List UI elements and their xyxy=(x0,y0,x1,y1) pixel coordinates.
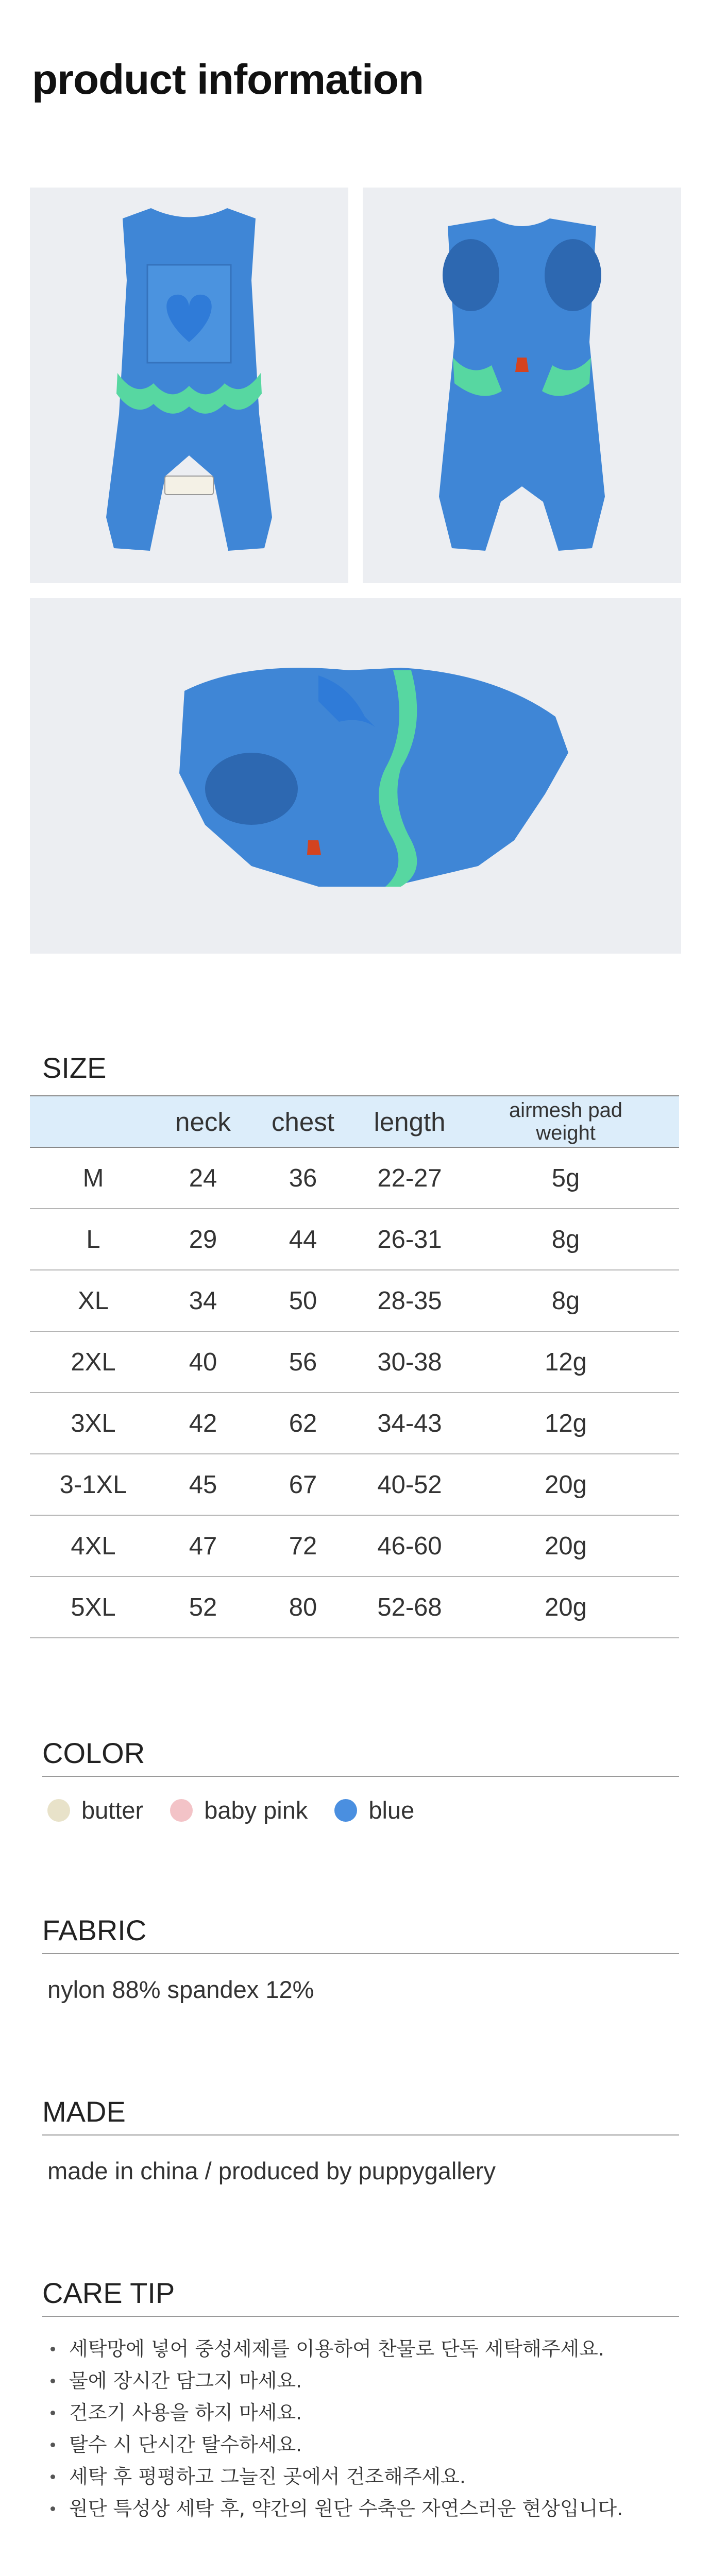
product-photo-side xyxy=(30,598,681,954)
pad-weight-cell: 5g xyxy=(551,1164,580,1192)
size-row-4xl xyxy=(30,1516,679,1577)
length-cell: 34-43 xyxy=(377,1409,442,1437)
pad-weight-cell: 12g xyxy=(545,1409,587,1437)
care-tip-item-line: 건조기 사용을 하지 마세요. xyxy=(69,2401,302,2424)
care-tip-item xyxy=(47,2493,623,2524)
made-divider xyxy=(42,2134,679,2136)
pad-weight-cell: 8g xyxy=(551,1225,580,1253)
size-cell: 4XL xyxy=(71,1532,116,1560)
size-cell: 3-1XL xyxy=(59,1470,127,1499)
size-row-xl xyxy=(30,1270,679,1332)
color-label: baby pink xyxy=(204,1797,308,1824)
chest-cell: 44 xyxy=(289,1225,317,1253)
care-tip-item xyxy=(47,2461,623,2493)
fabric-divider xyxy=(42,1953,679,1954)
care-tip-item-line: 원단 특성상 세탁 후, 약간의 원단 수축은 자연스러운 현상입니다. xyxy=(69,2497,623,2520)
neck-cell: 29 xyxy=(189,1225,217,1253)
care-divider xyxy=(42,2316,679,2317)
length-cell: 46-60 xyxy=(377,1532,442,1560)
care-tip-item xyxy=(47,2429,623,2461)
pad-weight-cell: 20g xyxy=(545,1593,587,1621)
chest-cell: 72 xyxy=(289,1532,317,1560)
pad-weight-cell: 12g xyxy=(545,1348,587,1376)
size-cell: 3XL xyxy=(71,1409,116,1437)
pad-weight-cell: 8g xyxy=(551,1286,580,1315)
pad-weight-cell: 20g xyxy=(545,1532,587,1560)
size-cell: XL xyxy=(78,1286,109,1315)
size-row-m xyxy=(30,1148,679,1209)
neck-cell: 45 xyxy=(189,1470,217,1499)
care-tip-item xyxy=(47,2397,623,2429)
chest-cell: 56 xyxy=(289,1348,317,1376)
product-photo-back xyxy=(363,188,681,583)
color-options xyxy=(47,1796,441,1824)
size-cell: 2XL xyxy=(71,1348,116,1376)
chest-cell: 36 xyxy=(289,1164,317,1192)
color-option-butter xyxy=(47,1796,143,1824)
care-tip-item-line: 세탁망에 넣어 중성세제를 이용하여 찬물로 단독 세탁해주세요. xyxy=(69,2337,604,2360)
size-row-3-1xl xyxy=(30,1454,679,1516)
neck-cell: 42 xyxy=(189,1409,217,1437)
neck-col-header: neck xyxy=(175,1107,231,1137)
size-cell: M xyxy=(82,1164,104,1192)
size-row-2xl xyxy=(30,1332,679,1393)
chest-cell: 62 xyxy=(289,1409,317,1437)
swatch-dot-butter xyxy=(47,1799,70,1822)
size-row-3xl xyxy=(30,1393,679,1454)
size-row-l xyxy=(30,1209,679,1270)
size-heading: SIZE xyxy=(42,1052,107,1084)
color-heading: COLOR xyxy=(42,1737,145,1769)
neck-cell: 52 xyxy=(189,1593,217,1621)
made-text: made in china / produced by puppygallery xyxy=(47,2157,496,2184)
size-cell: L xyxy=(86,1225,100,1253)
swatch-dot-baby-pink xyxy=(170,1799,193,1822)
care-tip-item xyxy=(47,2333,623,2365)
swatch-dot-blue xyxy=(334,1799,357,1822)
length-cell: 40-52 xyxy=(377,1470,442,1499)
chest-cell: 50 xyxy=(289,1286,317,1315)
chest-cell: 80 xyxy=(289,1593,317,1621)
fabric-text: nylon 88% spandex 12% xyxy=(47,1976,314,2003)
neck-cell: 40 xyxy=(189,1348,217,1376)
length-col-header: length xyxy=(374,1107,446,1137)
size-table-header xyxy=(30,1095,679,1148)
length-cell: 26-31 xyxy=(377,1225,442,1253)
size-row-5xl xyxy=(30,1577,679,1638)
product-photo-front xyxy=(30,188,348,583)
size-cell: 5XL xyxy=(71,1593,116,1621)
length-cell: 30-38 xyxy=(377,1348,442,1376)
pad-weight-cell: 20g xyxy=(545,1470,587,1499)
chest-cell: 67 xyxy=(289,1470,317,1499)
fabric-heading: FABRIC xyxy=(42,1914,147,1946)
color-option-blue xyxy=(334,1796,414,1824)
color-label: butter xyxy=(81,1797,144,1824)
care-tip-item-line: 탈수 시 단시간 탈수하세요. xyxy=(69,2433,302,2456)
length-cell: 28-35 xyxy=(377,1286,442,1315)
length-cell: 52-68 xyxy=(377,1593,442,1621)
length-cell: 22-27 xyxy=(377,1164,442,1192)
pad-weight-header-line2: weight xyxy=(536,1122,596,1144)
size-table xyxy=(30,1095,679,1638)
care-tip-item xyxy=(47,2365,623,2397)
neck-cell: 47 xyxy=(189,1532,217,1560)
care-tip-item-line: 세탁 후 평평하고 그늘진 곳에서 건조해주세요. xyxy=(69,2465,466,2488)
color-label: blue xyxy=(368,1797,415,1824)
care-heading: CARE TIP xyxy=(42,2277,175,2309)
pad-weight-col-header xyxy=(463,1099,669,1144)
color-option-baby-pink xyxy=(170,1796,308,1824)
care-tip-item-line: 물에 장시간 담그지 마세요. xyxy=(69,2369,302,2392)
neck-cell: 24 xyxy=(189,1164,217,1192)
pad-weight-header-line1: airmesh pad xyxy=(509,1099,623,1122)
chest-col-header: chest xyxy=(272,1107,334,1137)
care-tip-list xyxy=(47,2333,623,2524)
color-divider xyxy=(42,1776,679,1777)
made-heading: MADE xyxy=(42,2095,126,2128)
neck-cell: 34 xyxy=(189,1286,217,1315)
page-title: product information xyxy=(32,56,424,103)
